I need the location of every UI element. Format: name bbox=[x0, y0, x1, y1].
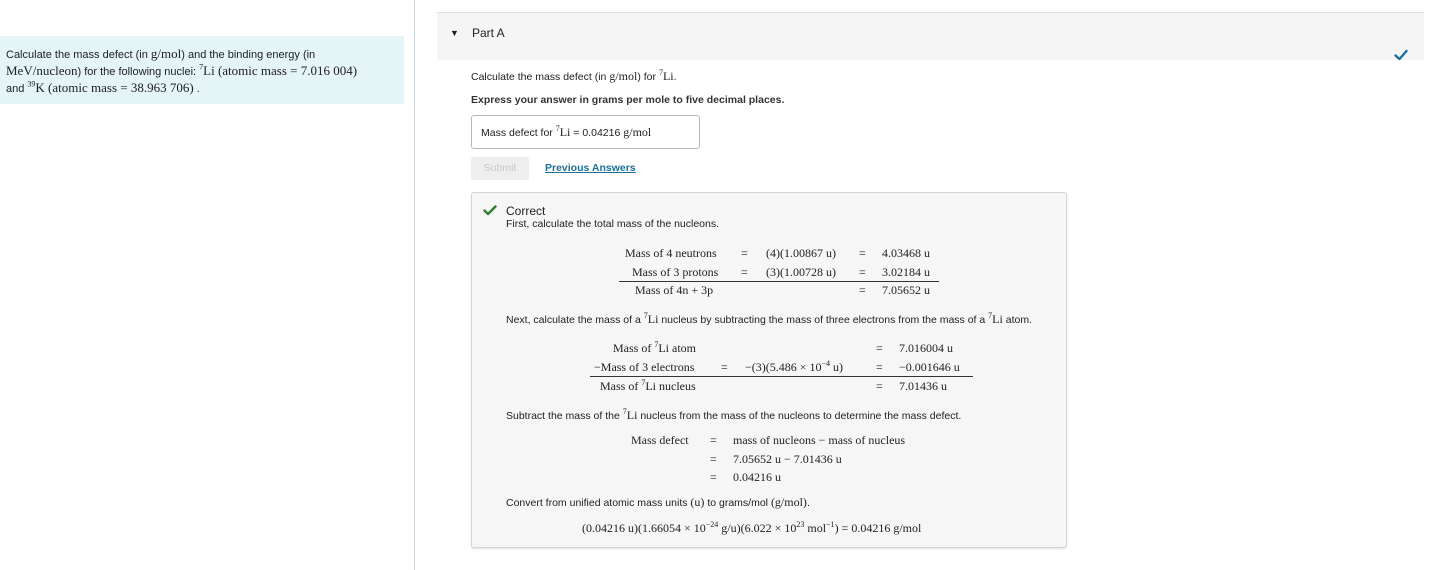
element-symbol: Li bbox=[626, 408, 638, 422]
eq2-row1-value: 7.016004 u bbox=[899, 341, 953, 355]
eq1-row2-label: Mass of 3 protons bbox=[632, 265, 719, 279]
difference-rule bbox=[590, 376, 973, 377]
correct-check-icon bbox=[483, 205, 497, 216]
feedback-step-1: First, calculate the total mass of the nucleons. bbox=[506, 218, 720, 230]
question-unit: MeV/nucleon bbox=[6, 63, 78, 78]
eq2-row2-equals: = bbox=[721, 360, 728, 374]
eq1-row1-label: Mass of 4 neutrons bbox=[625, 246, 717, 260]
eq-text: Mass of bbox=[613, 341, 655, 355]
feedback-status: Correct bbox=[506, 204, 546, 218]
eq2-row1-equals: = bbox=[876, 341, 883, 355]
eq1-row2-equals: = bbox=[741, 265, 748, 279]
eq1-row2-expression: (3)(1.00728 u) bbox=[766, 265, 836, 279]
answer-value[interactable]: 0.04216 bbox=[582, 127, 621, 139]
question-text: ) and the binding energy (in bbox=[181, 49, 316, 61]
answer-field[interactable] bbox=[471, 115, 700, 149]
collapse-caret-icon[interactable]: ▼ bbox=[450, 28, 459, 38]
eq-text: Li nucleus bbox=[645, 379, 696, 393]
question-text: Calculate the mass defect (in bbox=[6, 49, 151, 61]
unit-symbol: (u) bbox=[690, 495, 705, 509]
equals-sign: = bbox=[570, 127, 583, 139]
step-text: Convert from unified atomic mass units bbox=[506, 497, 691, 509]
eq-text: −(3)(5.486 × 10 bbox=[745, 360, 822, 374]
eq2-row2-expression bbox=[745, 360, 843, 375]
exponent: −4 bbox=[821, 359, 831, 368]
eq2-row2-value: −0.001646 u bbox=[899, 360, 960, 374]
unit-symbol: (g/mol) bbox=[770, 495, 807, 509]
element-symbol: Li bbox=[559, 125, 571, 139]
submit-button[interactable]: Submit bbox=[471, 157, 529, 180]
part-title: Part A bbox=[472, 26, 505, 40]
mass-number: 7 bbox=[641, 378, 646, 387]
question-prompt bbox=[471, 69, 677, 84]
step-text: to grams/mol bbox=[704, 497, 771, 509]
question-unit: g/mol bbox=[150, 46, 182, 61]
eq2-row1-label bbox=[613, 341, 696, 356]
question-line-2 bbox=[6, 63, 398, 80]
eq3-equals: = bbox=[710, 433, 717, 447]
eq1-row1-value: 4.03468 u bbox=[882, 246, 930, 260]
eq2-row3-value: 7.01436 u bbox=[899, 379, 947, 393]
mass-number: 39 bbox=[27, 79, 36, 89]
mass-number: 7 bbox=[658, 68, 663, 77]
eq3-line2: 7.05652 u − 7.01436 u bbox=[733, 452, 842, 466]
lithium-nucleus: Li (atomic mass = 7.016 004) bbox=[203, 63, 358, 78]
step-text: nucleus by subtracting the mass of three electrons from the mass of a bbox=[658, 314, 989, 326]
sum-rule bbox=[619, 281, 939, 282]
element-symbol: Li bbox=[647, 312, 659, 326]
mass-number: 7 bbox=[622, 407, 627, 416]
exponent: 23 bbox=[796, 520, 805, 529]
previous-answers-link[interactable]: Previous Answers bbox=[545, 162, 636, 174]
element-symbol: Li bbox=[662, 69, 674, 83]
part-a-header[interactable] bbox=[437, 12, 1424, 60]
eq3-line1: mass of nucleons − mass of nucleus bbox=[733, 433, 906, 447]
mass-number: 7 bbox=[199, 62, 204, 72]
eq2-row2-equals: = bbox=[876, 360, 883, 374]
eq-text: g/u)(6.022 × 10 bbox=[718, 521, 797, 535]
step-text: Next, calculate the mass of a bbox=[506, 314, 644, 326]
eq3-label: Mass defect bbox=[631, 433, 689, 447]
step-text: . bbox=[806, 497, 810, 509]
eq2-row2-label: −Mass of 3 electrons bbox=[594, 360, 695, 374]
feedback-step-4 bbox=[506, 495, 810, 510]
step-text: Subtract the mass of the bbox=[506, 410, 623, 422]
exponent: −1 bbox=[826, 520, 835, 529]
prompt-text: Calculate the mass defect (in bbox=[471, 71, 610, 83]
mass-number: 7 bbox=[555, 124, 560, 133]
question-text: ) for the following nuclei: bbox=[77, 66, 200, 78]
question-text: . bbox=[193, 83, 200, 95]
answer-label: Mass defect for bbox=[481, 127, 556, 139]
question-line-1 bbox=[6, 46, 398, 63]
eq1-row1-equals: = bbox=[859, 246, 866, 260]
answer-unit: g/mol bbox=[623, 125, 652, 139]
eq-text: u) bbox=[830, 360, 844, 374]
eq1-row1-equals: = bbox=[741, 246, 748, 260]
eq3-equals: = bbox=[710, 452, 717, 466]
mass-number: 7 bbox=[988, 311, 993, 320]
question-panel bbox=[0, 36, 404, 104]
feedback-panel bbox=[471, 192, 1067, 548]
prompt-unit: g/mol bbox=[609, 69, 638, 83]
eq-text: Mass of bbox=[600, 379, 642, 393]
mass-number: 7 bbox=[643, 311, 648, 320]
element-symbol: Li bbox=[992, 312, 1003, 326]
feedback-step-2 bbox=[506, 312, 1032, 327]
eq1-row2-equals: = bbox=[859, 265, 866, 279]
final-conversion-equation bbox=[582, 521, 921, 536]
question-text: and bbox=[6, 83, 28, 95]
mass-number: 7 bbox=[654, 340, 659, 349]
check-icon bbox=[1394, 49, 1408, 61]
eq-text: ) = 0.04216 g/mol bbox=[834, 521, 922, 535]
eq2-row3-label bbox=[600, 379, 696, 394]
eq3-line3: 0.04216 u bbox=[733, 470, 781, 484]
eq1-row3-equals: = bbox=[859, 283, 866, 297]
eq1-row1-expression: (4)(1.00867 u) bbox=[766, 246, 836, 260]
answer-instruction: Express your answer in grams per mole to five decimal places. bbox=[471, 94, 785, 106]
eq2-row3-equals: = bbox=[876, 379, 883, 393]
eq1-row3-label: Mass of 4n + 3p bbox=[635, 283, 714, 297]
eq-text: (0.04216 u)(1.66054 × 10 bbox=[582, 521, 706, 535]
eq1-row2-value: 3.02184 u bbox=[882, 265, 930, 279]
feedback-step-3 bbox=[506, 408, 961, 423]
eq1-row3-value: 7.05652 u bbox=[882, 283, 930, 297]
prompt-text: ) for bbox=[637, 71, 659, 83]
step-text: nucleus from the mass of the nucleons to determine the mass defect. bbox=[637, 410, 962, 422]
question-line-3 bbox=[6, 80, 398, 97]
step-text: atom. bbox=[1002, 314, 1033, 326]
panel-divider bbox=[414, 0, 415, 570]
eq3-equals: = bbox=[710, 470, 717, 484]
prompt-text: . bbox=[673, 71, 677, 83]
eq-text: Li atom bbox=[658, 341, 697, 355]
potassium-nucleus: K (atomic mass = 38.963 706) bbox=[35, 80, 194, 95]
exponent: −24 bbox=[705, 520, 719, 529]
eq-text: mol bbox=[804, 521, 827, 535]
